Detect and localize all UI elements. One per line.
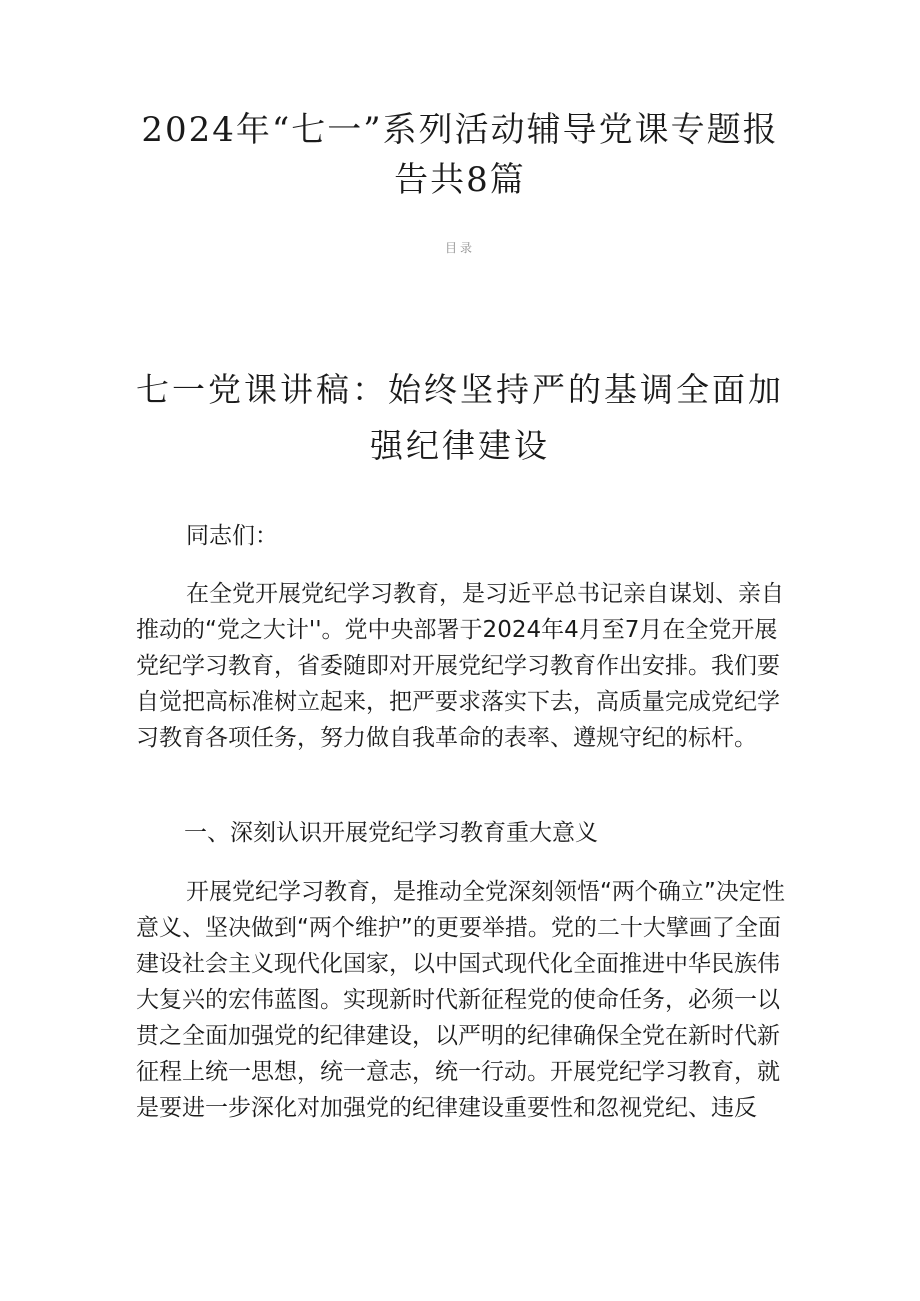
paragraph-1: 在全党开展党纪学习教育，是习近平总书记亲自谋划、亲自推动的“党之大计''。党中央部署于2024年4月至7月在全党开展党纪学习教育，省委随即对开展党纪学习教育作出安排。我们要自觉把高标准树立起来，把严要求落实下去，高质量完成党纪学习教育各项任务，努力做自我革命的表率、遵规守纪的标杆。 xyxy=(136,581,784,751)
document-title: 2024年“七一”系列活动辅导党课专题报告共8篇 xyxy=(141,110,779,200)
table-of-contents-label: 目录 xyxy=(444,241,475,255)
section-title: 七一党课讲稿：始终坚持严的基调全面加强纪律建设 xyxy=(136,370,784,465)
greeting: 同志们： xyxy=(186,523,278,549)
heading-1: 一、深刻认识开展党纪学习教育重大意义 xyxy=(184,820,598,846)
paragraph-2: 开展党纪学习教育，是推动全党深刻领悟“两个确立”决定性意义、坚决做到“两个维护”的更要举措。党的二十大擘画了全面建设社会主义现代化国家，以中国式现代化全面推进中华民族伟大复兴的宏伟蓝图。实现新时代新征程党的使命任务，必须一以贯之全面加强党的纪律建设，以严明的纪律确保全党在新时代新征程上统一思想，统一意志，统一行动。开展党纪学习教育，就是要进一步深化对加强党的纪律建设重要性和忽视党纪、违反 xyxy=(136,879,785,1121)
